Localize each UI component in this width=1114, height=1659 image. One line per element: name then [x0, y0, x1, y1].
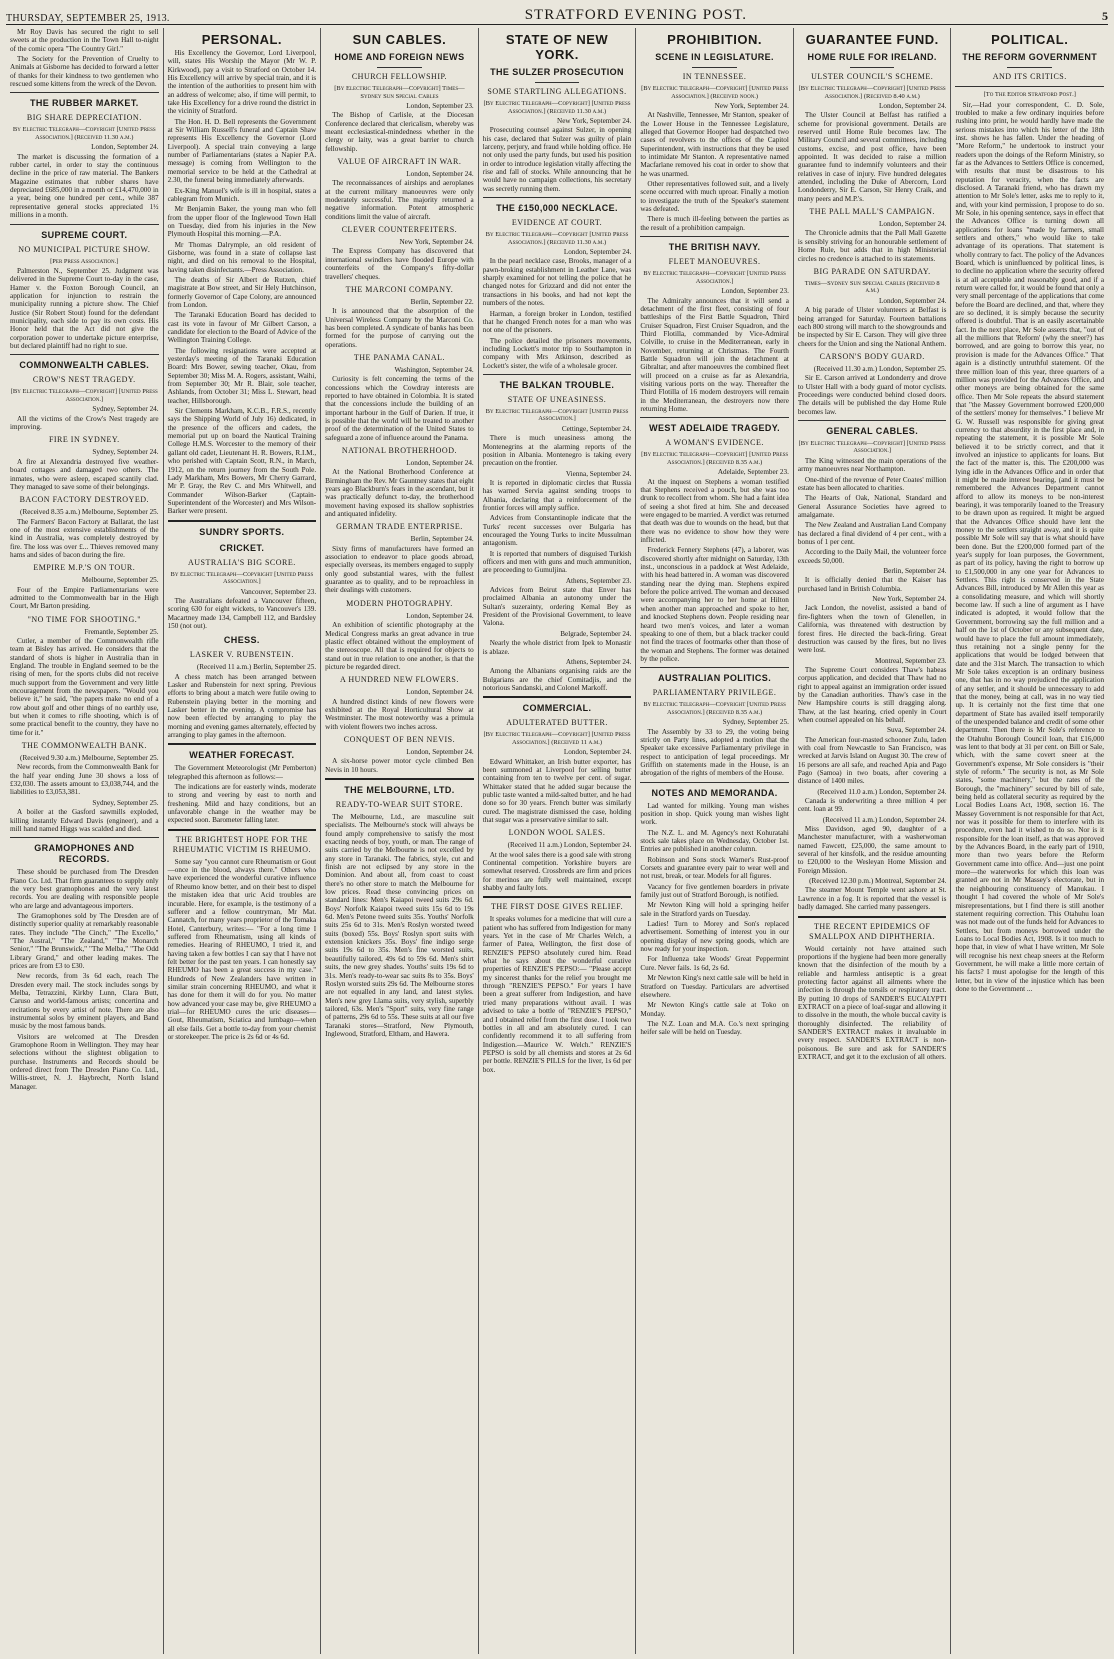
article-paragraph: The American four-masted schooner Zulu, laden with coal from Newcastle to San Francisco, was wrecked at Jarvis Island on August 30. The crew of 16 persons are all safe, and reached Apia and Pago Pago (Samoa) in two boats, after covering a distance of 1400 miles.	[797, 735, 947, 786]
dateline: (Received 11.30 a.m.) London, September 25.	[813, 364, 947, 373]
column-rule	[168, 829, 317, 831]
column-5	[636, 28, 794, 1654]
column-rule	[10, 92, 159, 93]
dateline: (Received 11.0 a.m.) London, September 24.	[817, 787, 947, 796]
article-subheading: CARSON'S BODY GUARD.	[819, 351, 925, 361]
column-7	[951, 28, 1108, 1654]
article-heading: THE BRITISH NAVY.	[668, 242, 761, 253]
article-subheading: EMPIRE M.P.'S ON TOUR.	[33, 563, 136, 573]
column-rule	[640, 236, 789, 237]
article-subheading: CROW'S NEST TRAGEDY.	[32, 375, 136, 385]
article-subheading: SOME STARTLING ALLEGATIONS.	[487, 87, 627, 96]
column-rule	[10, 224, 159, 225]
wire-credit: [By Electric Telegraph—Copyright] [United Press Association.] (Received 11.30 a.m.)	[483, 100, 631, 115]
column-rule	[798, 916, 947, 918]
dateline: New York, September 24.	[872, 595, 947, 604]
dateline: Berlin, September 24.	[883, 567, 947, 576]
dateline: Washington, September 24.	[394, 365, 474, 374]
article-subheading: A WOMAN'S EVIDENCE.	[665, 438, 764, 448]
dateline: Athens, September 23.	[565, 576, 632, 585]
column-rule	[168, 520, 317, 522]
article-paragraph: At the wool sales there is a good sale with strong Continental competition. Yorkshire buyers are somewhat reserved. Crossbreds are firm and prices for merinos are fully well maintained, except shabby and faulty lots.	[482, 850, 632, 893]
article-subheading: THE RECENT EPIDEMICS OF SMALLPOX AND DIPHTHERIA.	[809, 921, 936, 941]
article-paragraph: New records, from 3s 6d each, reach The Dresden every mail. The stock includes songs by Melba, Tetrazzini, Kirkby Lunn, Clara Butt, Caruso and world-famous artists; concertina and recitations by every artist of note. There are also instrumental solos by eminent players, and Band music by the most famous bands.	[10, 972, 159, 1031]
article-paragraph: The Melbourne, Ltd., are masculine suit specialists. The Melbourne's stock will always be found amply comprehensive to satisfy the most exacting needs of boy, youth, or man. The range of suits carried by the Melbourne is not excelled by any store in Taranaki. The fabrics, style, cut and finish are not eclipsed by any store in the Dominion. And about all, from coast to coast there's no other store to match the Melbourne for low prices. Read these convincing prices on standard lines: Men's Kaiapoi tweed suits 29s 6d. Boys' Norfolk Kaiapoi tweed suits 15s 6d to 19s 6d. Men's Petone tweed suits 35s. Youths' Norfolk suits 25s 6d to 31s. Men's Roslyn worsted tweed suits (boxed) 55s. Boys' Roslyn sport suits with extension knickers 35s. Boys' fine indigo serge suits 19s 6d to 35s. Men's fine worsted suits, beautifully tailored, 49s 6d to 59s 6d. Men's shirt suits, the new grey shades. Youths' suits 19s 6d to 31s. Men's ready-to-wear sac suits 8s to 35s. Boys' Roslyn worsted suits 29s 6d. The Melbourne stores are not equalled in any land, and latest styles. Men's new grey Llama suits, very stylish, superbly tailored, 63s. Men's "Sport" suits, very fine range of patterns, 29s 6d to 55s. These suits at all our five Taranaki stores—Stratford, New Plymouth, Inglewood, Stratford, Eltham, and Hawera.	[325, 812, 474, 1038]
issue-date: THURSDAY, SEPTEMBER 25, 1913.	[6, 13, 170, 24]
article-paragraph: Palmerston N., September 25. Judgment was delivered in the Supreme Court to-day in the case, Hamer v. the Foxton Borough Council, an application for injunction to restrain the municipality running a picture show. The Chief Justice (Sir Robert Stout) found for the defendant municipality, each side to pay its own costs. His Honor held that the Act did not give the corporation power to undertake picture enterprise, but declared plaintiff had no right to sue.	[10, 267, 159, 351]
dateline: Suva, September 24.	[886, 726, 947, 735]
article-subheading: IN TENNESSEE.	[682, 72, 747, 81]
article-paragraph: Mr Newton King's cattle sale at Toko on Monday.	[640, 1001, 789, 1018]
dateline: London, September 24.	[406, 688, 474, 697]
article-heading: THE MELBOURNE, LTD.	[344, 784, 455, 795]
article-paragraph: A boiler at the Gasford sawmills exploded, killing instantly Edward Davis (engineer), and a mill hand named Higgs was scalded and died.	[10, 808, 159, 833]
column-rule	[640, 417, 789, 418]
dateline: Sydney, September 24.	[92, 405, 159, 414]
dateline: London, September 24.	[91, 143, 159, 152]
article-paragraph: Robinson and Sons stock Warner's Rust-proof Corsets and guarantee every pair to wear well and not rust, break, or tear. Models for all figures.	[640, 855, 789, 881]
section-heading: GUARANTEE FUND.	[805, 32, 939, 47]
article-subheading: AND ITS CRITICS.	[992, 72, 1067, 81]
article-paragraph: Mr Benjamin Baker, the young man who fell from the upper floor of the Inglewood Town Hall on Tuesday, died from his injuries in the New Plymouth Hospital this morning.—P.A.	[167, 205, 317, 239]
article-paragraph: Four of the Empire Parliamentarians were admitted to the Commonwealth bar in the High Court, Mr Barton presiding.	[10, 585, 159, 611]
article-heading: CHESS.	[223, 635, 260, 646]
article-paragraph: The Ulster Council at Belfast has ratified a scheme for provisional government. Details are reserved until Home Rule becomes law. The Military Council and several committees, including customs, excise, and post office, have been appointed. It was decided to raise a million guarantee fund to indemnify volunteers and their relatives in case of injury. Five hundred delegates attended, including the Duke of Abercorn, Lord Londonderry, Sir E. Carson, Sir Henry Craik, and many peers and M.P.'s.	[797, 111, 947, 203]
article-paragraph: Visitors are welcomed at The Dresden Gramophone Room in Wellington. They may hear selections without the slightest obligation to purchase. Instruments and Records should be ordered direct from The Dresden Piano Co. Ltd., Willis-street, N. J. Haybrecht, North Island Manager.	[10, 1032, 159, 1091]
article-paragraph: Sixty firms of manufacturers have formed an association to endeavor to place goods abroad, especially overseas, its members engaged to supply only good substantial wares, with the fullest guarantee as to quality, and to be reproachless in their dealings with customers.	[325, 544, 474, 595]
article-paragraph: The indications are for easterly winds, moderate to strong and veering by east to north and freshening. Mild and hazy conditions, but an unfavorable change in the weather may be expected soon. Barometer falling later.	[167, 783, 317, 825]
article-paragraph: It is reported that numbers of disguised Turkish officers and men with guns and much ammunition, are proceeding to Gumuljina.	[482, 549, 632, 575]
article-subheading: NO MUNICIPAL PICTURE SHOW.	[18, 244, 151, 254]
dateline: London, September 24.	[878, 102, 947, 110]
article-subheading: MODERN PHOTOGRAPHY.	[346, 598, 453, 608]
article-paragraph: Some say "you cannot cure Rheumatism or Gout—once in the blood, always there." Others who have experienced the wonderful curative influence of Rheumo know better, and on their best to dispel the mistaken idea that uric Acid troubles are incurable. Here, for example, is the testimony of a sufferer and a fellow countryman, Mr Mat. Cannatch, for many years proprietor of the Tomaka Hotel, Canterbury, writes:— "For a long time I suffered from Rheumatism, using all kinds of remedies. Hearing of RHEUMO, I tried it, and having taken a few bottles I can say that I have not felt better for the past ten years. I can honestly say RHEUMO has been a great success in my case." Hundreds of New Zealanders have written in similar strain concerning RHEUMO, and what it has done for them it will do for you. No matter how advanced your case may be, give RHEUMO a trial—for RHEUMO cures the uric diseases—Gout, Rheumatism, Sciatica and lumbago—when all else fails. Get a bottle to-day from your chemist or storekeeper. The price is 2s 6d or 4s 6d.	[167, 857, 317, 1041]
article-subheading: LONDON WOOL SALES.	[508, 828, 606, 838]
article-subheading: STATE OF UNEASINESS.	[507, 394, 607, 404]
dateline: Cettinge, September 24.	[561, 424, 632, 433]
article-paragraph: Sir Clements Markham, K.C.B., F.R.S., recently says the Shipping World of July 16) dedicated, in the presence of the officers and cadets, the memorial put up on board the Nautical Training College H.M.S. Worcester to the memory of their gallant old cadet, Lieutenant H. R. Bowers, R.I.M., who perished with Captain Scott, R.N., in March, 1912, on the return journey from the South Pole. Lady Markham, Mrs Bowers, Mr Cherry Garrard, Mr P. Gray, the Rev C. and Mrs Whitwell, and Commander Wilson-Barker (Captain-Superintendent of the Worcester) and Mrs Wilson-Barker were present.	[167, 407, 317, 516]
dateline: Sydney, September 24.	[92, 448, 159, 457]
article-paragraph: All the victims of the Crow's Nest tragedy are improving.	[10, 414, 159, 432]
wire-credit: [By Electric Telegraph—Copyright] [United Press Association.]	[10, 388, 158, 403]
article-paragraph: At the National Brotherhood Conference at Birmingham the Rev. Mr Gauntney states that eight years ago Blackburn's fears in the ascendant, but it was practically defunct to-day, the brotherhood movement having exposed its shallow sophistries and antiquated infidelity.	[325, 468, 474, 519]
dateline: Vienna, September 24.	[565, 469, 632, 478]
article-heading: THE £150,000 NECKLACE.	[496, 203, 618, 214]
column-rule	[535, 82, 580, 83]
section-heading: SUN CABLES.	[352, 32, 447, 47]
article-paragraph: Advices from Beirut state that Enver has proclaimed Albania an autonomy under the Sultan's suzerainty, ordering Kemal Bey as President of the Provisional Government, to leave Valona.	[482, 586, 632, 628]
dateline: London, September 23.	[721, 287, 789, 296]
column-1	[6, 28, 164, 1654]
article-paragraph: The police detailed the prisoners movements, including Lockett's motor trip to Southampton in company with Mrs Atkinson, described as Lockett's sister, the wife of a wholesale grocer.	[482, 336, 632, 370]
article-paragraph: His Excellency the Governor, Lord Liverpool, will, states His Worship the Mayor (Mr W. P. Kirkwood), pay a visit to Stratford on October 14. His Excellency will arrive by special train, and it is the intention of the authorities to present him with an address of welcome; also, if time will permit, to take His Excellency for a drive round the district in the vicinity of Stratford.	[167, 49, 317, 116]
dateline: Montreal, September 23.	[875, 656, 947, 665]
dateline: London, September 23.	[406, 102, 474, 110]
wire-credit: By Electric Telegraph—Copyright [United Press Association.]	[170, 570, 314, 586]
article-paragraph: Prosecuting counsel against Sulzer, in opening his case, declared that Sulzer was guilty of plain larceny, perjury, and fraud while holding office. He not only used the party funds, but used his position in order to introduce legislation vitally affecting the rise and fall of stocks. While announcing that he would have no campaign collections, his secretary was secretly running them.	[482, 126, 632, 193]
page-number: 5	[1102, 9, 1108, 23]
column-rule	[10, 837, 159, 838]
column-rule	[377, 67, 422, 68]
article-paragraph: According to the Daily Mail, the volunteer force exceeds 50,000.	[797, 548, 947, 565]
article-subheading: CLEVER COUNTERFEITERS.	[341, 225, 458, 235]
article-heading: SCENE IN LEGISLATURE.	[655, 52, 774, 62]
dateline: Berlin, September 24.	[410, 535, 474, 544]
article-paragraph: Would certainly not have attained such proportions if the hygiene had been more generally known that the disinfection of the mouth by a reliable and harmless antiseptic is a great protecting factor against all ailments where the infection is through the tonsils or respiratory tract. By putting 10 drops of SANDER'S EUCALYPTI EXTRACT on a piece of loaf-sugar and allowing it to dissolve in the mouth, the whole buccal cavity is thoroughly disinfected. The reliability of SANDER'S EXTRACT makes it invaluable in every respect. SANDER'S EXTRACT is non-poisonous. Be sure and ask for SANDER'S EXTRACT, and get it to the exclusion of all others.	[797, 944, 947, 1061]
dateline: Athens, September 24.	[565, 657, 632, 666]
article-subheading: CHURCH FELLOWSHIP.	[351, 72, 448, 81]
article-paragraph: For Influenza take Woods' Great Peppermint Cure. Never fails. 1s 6d, 2s 6d.	[640, 955, 789, 972]
article-paragraph: At Nashville, Tennessee, Mr Stanton, speaker of the Lower House in the Tennessee Legislature, alleged that Governor Hooper had despatched two cases of revolvers to the offices of the Capitol Superintendent, with instructions that they be used to intimidate Mr Stanton. A representative named Macfarlane removed his coat in order to show that he was unarmed.	[640, 111, 789, 178]
dateline: Sydney, September 25.	[722, 718, 789, 727]
article-heading: WEATHER FORECAST.	[189, 750, 295, 761]
article-paragraph: Mr Roy Davis has secured the right to sell sweets at the production in the Town Hall to-night of the comic opera "The Country Girl."	[10, 28, 159, 53]
wire-credit: [By Electric Telegraph—Copyright] [United Press Association.] (Received 8.40 a.m.)	[798, 85, 946, 100]
article-paragraph: The Hearts of Oak, National, Standard and General Assurance Societies have agreed to amalgamate.	[797, 494, 947, 520]
article-paragraph: These should be purchased from The Dresden Piano Co. Ltd. That firm guarantees to supply only the very best gramophones and the very latest records. You are dealing with responsible people who are large and advantageous importers.	[10, 868, 159, 910]
article-subheading: PARLIAMENTARY PRIVILEGE.	[652, 688, 777, 698]
article-heading: THE BALKAN TROUBLE.	[499, 379, 615, 390]
article-paragraph: It is reported in diplomatic circles that Russia has warned Servia against sending troops to Albania, declaring that a reinforcement of the frontier forces will amply suffice.	[482, 478, 632, 512]
article-paragraph: A chess match has been arranged between Lasker and Rubenstein for next spring. Previous efforts to bring about a match were futile owing to Rubenstein playing better in the morning and Lasker better in the evening. A compromise has now been effected by arranging to play the morning and evening games alternately, effected by arranging to play games in the afternoon.	[167, 672, 317, 740]
article-paragraph: Vacancy for five gentlemen boarders in private family just out of Stratford Borough, is notified.	[640, 882, 789, 900]
wire-credit: By Electric Telegraph—Copyright [United Press Association.] (Received 11.30 a.m.)	[12, 126, 156, 141]
section-heading: PROHIBITION.	[667, 32, 763, 47]
newspaper-title: STRATFORD EVENING POST.	[524, 7, 748, 23]
article-subheading: THE BRIGHTEST HOPE FOR THE RHEUMATIC VICTIM IS RHEUMO.	[172, 834, 311, 854]
article-subheading: THE MARCONI COMPANY.	[345, 284, 454, 294]
article-paragraph: It speaks volumes for a medicine that will cure a patient who has suffered from Indigestion for many years. Yet in the case of Mr Charles Welch, a farmer of Patea, Wellington, the first dose of RENZIE'S PEPSO absolutely cured him. Read what he says about the wonderful curative properties of RENZIE'S PEPSO:— "Please accept my sincerest thanks for the relief you brought me through "RENZIE'S PEPSO." For years I have been a great sufferer from Indigestion, and have tried many preparations without avail. I was advised to take a bottle of "RENZIE'S PEPSO," and I obtained relief from the first dose. I took two bottles in all and am absolutely cured. I can confidently recommend it to all suffering from Indigestion.—Maurice W. Welch." RENZIE'S PEPSO is sold by all chemists and stores at 2s 6d per bottle. RENZIE'S PILLS for the liver, 1s 6d per box.	[482, 915, 632, 1074]
dateline: London, September 24.	[563, 248, 632, 257]
article-heading: AUSTRALIAN POLITICS.	[658, 673, 772, 684]
article-paragraph: The Australians defeated a Vancouver fifteen, scoring 630 for eight wickets, to Vancouver's 139. Macartney made 134, Campbell 112, and Bardsley 150 (not out).	[167, 596, 317, 630]
article-paragraph: The following resignations were accepted at yesterday's meeting of the Taranaki Education Board: Mrs Bower, sewing teacher, Okau, from September 30; Miss M. A. Rogers, assistant, Waihi, from September 30; Mr R. Blair, sole teacher, Ashlands, from October 31; Miss L. Stewart, head teacher, Hillsborough.	[167, 346, 317, 405]
article-paragraph: A fire at Alexandria destroyed five weather-board cottages and damaged two others. The inmates, who were asleep, escaped scantily clad. They managed to save some of their belongings.	[10, 457, 159, 491]
column-rule	[483, 896, 632, 898]
article-paragraph: Mr Newton King's next cattle sale will be held in Stratford on Tuesday. Particulars are advertised elsewhere.	[640, 974, 789, 999]
article-paragraph: Jack London, the novelist, assisted a band of fire-fighters when the town of Glenellen, in California, was threatened with destruction by forest fires. He directed the back-firing. Great destruction was caused by the fires, but no lives were lost.	[797, 604, 947, 655]
article-paragraph: Advices from Constantinople indicate that the Turks' recent successes over Bulgaria has encouraged the Young Turks to incite Mussulman antagonism.	[482, 514, 632, 548]
wire-credit: By Electric Telegraph—Copyright [United Press Association.] (Received 8.35 a.m.)	[643, 701, 786, 716]
wire-credit: [To The Editor Stratford Post.]	[983, 91, 1076, 98]
column-rule	[483, 374, 632, 375]
dateline: London, September 24.	[406, 170, 474, 179]
article-subheading: BIG PARADE ON SATURDAY.	[813, 266, 931, 276]
article-paragraph: The N.Z. Loan and M.A. Co.'s next springing heifer sale will be held on Tuesday.	[640, 1019, 789, 1037]
article-subheading: AUSTRALIA'S BIG SCORE.	[187, 557, 296, 567]
article-paragraph: The Government Meteorologist (Mr Pemberton) telegraphed this afternoon as follows:—	[167, 764, 317, 781]
column-rule	[325, 778, 474, 780]
article-heading: CRICKET.	[219, 542, 265, 553]
wire-credit: [By Electric Telegraph—Copyright] [United Press Association.] (Received 8.35 a.m.)	[641, 451, 789, 466]
dateline: Melbourne, September 25.	[81, 576, 159, 585]
article-paragraph: The Farmers' Bacon Factory at Ballarat, the last one of the most extensive establishments of the kind in Australia, was completely destroyed by fire. The loss was over £... Thieves removed many hams and sides of bacon during the fire.	[10, 517, 159, 559]
article-paragraph: Edward Whittaker, an Irish butter exporter, has been summoned at Liverpool for selling butter containing from ten to twelve per cent. of sugar. Whittaker stated that he added sugar because the public taste wanted a mild-salted butter, and he had done so for 30 years. French butter was similarly cured. The magistrate dismissed the case, holding that sugar was a preservative similar to salt.	[482, 757, 632, 824]
article-paragraph: Ex-King Manuel's wife is ill in hospital, states a cablegram from Munich.	[167, 186, 317, 203]
article-paragraph: The Supreme Court considers Thaw's habeas corpus application, and decided that Thaw had no right to appeal against an immigration order issued by the Canadian authorities. Thaw's case in the New Hampshire courts is still dragging along. Thaw, at the last hearing, cried openly in Court when counsel appealed on his behalf.	[797, 665, 947, 724]
article-subheading: LASKER V. RUBENSTEIN.	[189, 650, 294, 660]
article-heading: THE RUBBER MARKET.	[29, 98, 139, 109]
column-rule	[10, 354, 159, 355]
article-paragraph: Mr Thomas Dalrymple, an old resident of Gisborne, was found in a state of collapse last night, and died on his removal to the Hospital, having taken disinfectants.—Press Association.	[167, 240, 317, 274]
column-rule	[640, 667, 789, 668]
dateline: Belgrade, September 24.	[560, 629, 632, 638]
article-heading: SUPREME COURT.	[41, 229, 128, 240]
column-6	[794, 28, 952, 1654]
section-heading: STATE OF NEW YORK.	[505, 32, 609, 62]
article-paragraph: The Society for the Prevention of Cruelty to Animals at Gisborne has decided to forward a letter of thanks for their kindness to two gentlemen who rescued some kittens from the wreck of the Devon.	[10, 55, 159, 89]
column-2	[164, 28, 322, 1654]
dateline: London, September 24.	[878, 296, 947, 305]
dateline: (Received 8.35 a.m.) Melbourne, September 25.	[20, 508, 159, 517]
column-rule	[483, 696, 632, 698]
article-heading: THE REFORM GOVERNMENT	[962, 52, 1098, 62]
article-paragraph: A six-horse power motor cycle climbed Ben Nevis in 10 hours.	[325, 757, 474, 774]
dateline: Sydney, September 25.	[92, 798, 159, 807]
article-paragraph: The Hon. H. D. Bell represents the Government at Sir William Russell's funeral and Captain Shaw represents His Excellency the Governor (Lord Liverpool). A special train conveying a large number of Parliamentarians (states a Napier P.A. message) is coming from Wellington to the memorial service to be held at the Cathedral at 2.30, the funeral being immediately afterwards.	[167, 117, 317, 185]
article-paragraph: A big parade of Ulster volunteers at Belfast is being arranged for Saturday. Fourteen battalions each 800 strong will march to the showgrounds and be inspected by Sir E. Carson. They will give three cheers for the Union and sing the National Anthem.	[797, 306, 947, 348]
article-paragraph: New records, from the Commonwealth Bank for the half year ending June 30 shows a loss of £32,030. The assets amount to £3,038,744, and the liabilities to £3,053,381.	[10, 763, 159, 797]
article-paragraph: The N.Z. L. and M. Agency's next Kohuratahi stock sale takes place on Wednesday, October 1st. Entries are published in another column.	[640, 828, 789, 854]
article-subheading: THE PALL MALL'S CAMPAIGN.	[809, 207, 935, 217]
article-subheading: CONQUEST OF BEN NEVIS.	[343, 734, 456, 744]
article-paragraph: The Express Company has discovered that international swindlers have flooded Europe with counterfeits of the Company's fifty-dollar travellers' cheques.	[325, 247, 474, 281]
article-paragraph: Canada is underwriting a three million 4 per cent. loan at 99.	[797, 797, 947, 814]
article-paragraph: A hundred distinct kinds of new flowers were exhibited at the Royal Horticultural Show at Westminster. The most noteworthy was a primula with violent flowers two inches across.	[325, 697, 474, 731]
article-paragraph: Among the Albanians organising raids are the Bulgarians are the chief Comitadjis, and the notorious Sandanski, and Colonel Markoff.	[482, 667, 632, 692]
article-subheading: FIRE IN SYDNEY.	[48, 435, 120, 445]
dateline: (Received 9.30 a.m.) Melbourne, September 25.	[20, 754, 159, 763]
article-paragraph: The King witnessed the main operations of the army manoeuvres near Northampton.	[797, 456, 947, 474]
article-paragraph: Ladies! Turn to Morey and Son's replaced advertisement. Something of interest you in our opening display of new spring goods, which are now ready for your inspection.	[640, 920, 789, 954]
wire-credit: By Electric Telegraph—Copyright [United Press Association.]	[485, 407, 629, 423]
dateline: New York, September 24.	[399, 238, 474, 247]
article-subheading: ADULTERATED BUTTER.	[506, 718, 608, 728]
article-subheading: THE PANAMA CANAL.	[353, 352, 445, 362]
article-paragraph: The Assembly by 33 to 29, the voting being strictly on Party lines, adopted a motion that the Speaker take excessive Parliamentary privilege in respect to anticipation of legal proceedings. Mr Griffith on statements made in the House, is an abrogation of the rights of members of the House.	[640, 727, 789, 778]
dateline: Berlin, September 22.	[410, 297, 474, 306]
article-paragraph: The deaths of Sir Albert de Rutzen, chief magistrate at Bow street, and Sir Hely Hutchinson, formerly Governor of Cape Colony, are announced from London.	[167, 275, 317, 309]
dateline: New York, September 24.	[714, 102, 789, 110]
article-paragraph: The steamer Mount Temple went ashore at St. Lawrence in a fog. It is reported that the vessel is badly damaged. She carried many passengers.	[797, 886, 947, 912]
article-paragraph: The reconnaissances of airships and aeroplanes at the current military manoeuvres were only moderately successful. The majority returned a negative information. Potent atmospheric conditions limit the value of aircraft.	[325, 179, 474, 221]
article-subheading: GERMAN TRADE ENTERPRISE.	[336, 522, 463, 532]
article-paragraph: The Gramophones sold by The Dresden are of distinctly superior quality at remarkably reasonable rates. They include "The Cinch," "The Excello," "The Austral," "The Zealand," "The Monarch Senior," "The Brunswick," "The Melba," "The Odd Library Grand," and other leading makes. The prices are from £3 to £30.	[10, 911, 159, 970]
column-3	[321, 28, 479, 1654]
article-paragraph: Lad wanted for milking. Young man wishes position in shop. Quick young man wishes light work.	[640, 801, 789, 827]
dateline: (Received 12.30 p.m.) Montreal, September 24.	[809, 877, 947, 886]
article-subheading: VALUE OF AIRCRAFT IN WAR.	[337, 157, 462, 167]
article-paragraph: The New Zealand and Australian Land Company has declared a final dividend of 4 per cent., with a bonus of 1 per cent.	[797, 521, 947, 547]
column-rule	[850, 67, 895, 68]
wire-credit: [By Electric Telegraph—Copyright] [United Press Association.] (Received 11 a.m.)	[483, 731, 631, 746]
article-subheading: ULSTER COUNCIL'S SCHEME.	[811, 72, 934, 81]
column-rule	[168, 743, 317, 745]
article-paragraph: In the pearl necklace case, Brooks, manager of a pawn-broking establishment in Leather Lane, was sharply examined for not telling the police that he changed notes for Grizzard and did not enter the transactions in his books, and had not kept the numbers of the notes.	[482, 257, 632, 308]
dateline: New York, September 24.	[557, 117, 632, 125]
article-paragraph: There is much uneasiness among the Montenegrins at the alarming reports of the position in Albania. Montenegro is taking every precaution on the frontier.	[482, 434, 632, 468]
article-paragraph: Harman, a foreign broker in London, testified that he changed French notes for a man who was not one of the prisoners.	[482, 309, 632, 335]
column-rule	[640, 782, 789, 783]
article-subheading: THE COMMONWEALTH BANK.	[21, 741, 147, 751]
column-rule	[483, 197, 632, 198]
article-subheading: FLEET MANOEUVRES.	[668, 257, 761, 267]
dateline: (Received 11 a.m.) London, September 24.	[507, 841, 632, 850]
article-heading: COMMERCIAL.	[522, 703, 592, 714]
dateline: Vancouver, September 23.	[240, 587, 317, 596]
wire-credit: [Per Press Association.]	[50, 257, 119, 265]
wire-credit: Times—Sydney Sun Special Cables (Received 8 a.m.)	[804, 279, 940, 295]
article-paragraph: Miss Davidson, aged 90, daughter of a Manchester manufacturer, with a washerwoman named Fawcett, £25,000, the same amount to several of her kinsfolk, and the residue amounting to £20,000 to the Wesleyan Home Mission and Foreign Mission.	[797, 825, 947, 875]
dateline: Adelaide, September 23.	[717, 468, 789, 477]
section-heading: POLITICAL.	[991, 32, 1069, 47]
article-paragraph: Sir,—Had your correspondent, C. D. Sole, troubled to make a few ordinary inquiries before rushing into print, he would hardly have made the serious mistakes into which his letter of the 18th inst. shows he has fallen. Under the heading of "More Reform," he undertook to instruct your readers upon the doings of the Reform Ministry, so far as the Advances to Settlers Office is concerned, with results that must be disastrous to his reputation for veracity, when the facts are disclosed. A Taranaki friend, who has drawn my attention to Mr Sole's letter, asks me to reply to it, and, with your kind permission, I propose to do so. Mr Sole, in his opening sentence, says in effect that the Advances Office is turning down all applications for loans "made by farmers, small settlers and others," who would like to take advantage of its operations. That statement is wholly contrary to fact. The policy of the Advances Board, which is uninfluenced by political lines, is to decline no application where the security offered is at all acceptable and reasonably good, and if a return were called for, it would be found that only a very small percentage of the applications that come before the Board are declined, and that, where they are so declined, it is simply because the security offered is doubtful. That is an easily ascertainable fact. In the next place, Mr Sole asserts that, "out of all the millions that 'Reform' (why the sneer?) has borrowed, and are going to borrow this year, no provision is made for the Advances Office." That again is a distinctly untruthful statement. Of the three million loan of this year, three quarters of a million was provided for the Advances Office, and other moneys are being obtained for the same office. Then Mr Sole repeats the absurd statement that "the Massey Government borrowed £200,000 of the settlers' money for themselves." I believe Mr G. W. Russell was responsible for giving great currency to that absurdity in the first place and, in repeating the statement, it is possible Mr Sole believed it to be strictly correct, and that it involved an injustice to applicants for loans. But the fact of the matter is, this. The £200,000 was lying idle in the Advances Office and in order that it might be made interest bearing, (and it must be remembered the Advances Department cannot afford to allow its moneys to be non-interest bearing), it was temporarily loaned to the Treasury to be drawn upon as required. It might be argued that the Advances Office should have lent the money to the settlers straight away, and it is quite possible Mr Sole will say that is what should have been done. But the £200,000 formed part of the year's supply for loan purposes, the Government, as part of its policy, having the right to borrow up to £1,500,000 in any one year for Advances to Settlers. This right is conserved in the State Advances Bill, introduced by Mr Allen this year as a consolidating measure, and which will shortly become law. If such a line of argument as I have indicated is adopted, it would follow that the Government, borrowing say the full million and a half on the 1st of October or any subsequent date, would have to place the full amount immediately, thus retaining not a single penny for the applications that would be lodged between that date and the 31st March. The transaction to which Mr Sole takes exception is an ordinary business one, that has in no way prejudiced the application of any settler, and it should be unnecessary to add that the money, being at call, was in no way tied up. It is certainly not the first time that one department of State has availed itself temporarily of the unexpended balance and credit of some other department. Then there is Mr Sole's reference to the Otahuhu Borough Council loan, that £16,000 was lent to that body at 31 per cent. on Bill or Sale, which, with the same covert sneer at the Government's expense, Mr Sole considers is "their style of reform." The security is not, as Mr Sole states, "some machinery," but the rates of the Borough, the "machinery" secured by bill of sale, being held as collateral security as required by the Local Bodies Loans Act, 1908, section 16. The Massey Government is not responsible for that Act, nor was it possible for them to interfere with its procedure, even had it wished to do so. Nor is it responsible for the loan itself, as that was approved by the Advances Board, in the early part of 1910, more than two years before the Reform Government came into office. And—just one point more—the waterworks for which this loan was granted are not in Mr Massey's electorate, but in the neighbouring constituency of Manukau. I thought I had covered the whole of Mr Sole's misrepresentations, but I find there is still another statement requiring correction. This Otahuhu loan was not made out of the funds held for Advances to Settlers, but from moneys borrowed under the Loans to Local Bodies Act, 1908. Is it too much to hope that, in view of what I have written, Mr Sole will recognise his next cheap sneers at the Reform Government, he will make a little more certain of his facts? I must apologise for the length of this letter, but in view of the injustice which has been done to the Government ...	[955, 100, 1105, 993]
article-heading: NOTES AND MEMORANDA.	[651, 787, 778, 798]
article-paragraph: There is much ill-feeling between the parties as the result of a prohibition campaign.	[640, 215, 789, 232]
article-subheading: NATIONAL BROTHERHOOD.	[341, 446, 457, 455]
article-heading: THE SULZER PROSECUTION	[490, 67, 624, 77]
article-subheading: READY-TO-WEAR SUIT STORE.	[335, 799, 464, 809]
article-paragraph: The Bishop of Carlisle, at the Diocesan Conference declared that clericalism, whereby was meant ecclesiastical-mindedness whether in the clergy or laity, was a great barrier to church fellowship.	[325, 111, 474, 153]
masthead	[6, 4, 1108, 25]
dateline: London, September 24.	[406, 611, 474, 620]
article-paragraph: It is officially denied that the Kaiser has purchased land in British Columbia.	[797, 576, 947, 593]
article-paragraph: An exhibition of scientific photography at the Medical Congress marks an great advance in true plastic effect obtained without the employment of the stereoscope. All that is required for objects to stand out in true relation to one another, is that the picture be regarded direct.	[325, 621, 474, 671]
article-heading: SUNDRY SPORTS.	[199, 526, 285, 537]
column-4	[479, 28, 637, 1654]
article-heading: WEST ADELAIDE TRAGEDY.	[649, 423, 781, 434]
wire-credit: [By Electric Telegraph—Copyright] Times—Sydney Sun Special Cables	[334, 85, 465, 100]
article-paragraph: Curiosity is felt concerning the terms of the concessions which the Cowdray interests are reported to have obtained in Colombia. It is stated that the concessions include the building of an important harbour in the Gulf of Darien. If true, it is possible that the world will be treated to another proof of the determination of the United States to safeguard a zone of influence around the Panama.	[325, 375, 474, 442]
article-paragraph: One-third of the revenue of Peter Coates' million estate has been allocated to charities.	[797, 475, 947, 492]
article-paragraph: Other representatives followed suit, and a lively scene occurred with much uproar. Finally a motion to investigate the truth of the Speaker's statement was defeated.	[640, 180, 789, 214]
article-heading: COMMONWEALTH CABLES.	[19, 360, 150, 371]
columns	[6, 28, 1108, 1654]
article-subheading: A HUNDRED NEW FLOWERS.	[340, 675, 459, 685]
article-paragraph: Sir E. Carson arrived at Londonderry and drove to Ulster Hall with a body guard of motor cyclists. Proceedings were conducted behind closed doors. The details will be published the day Home Rule becomes law.	[797, 374, 947, 416]
article-paragraph: Nearly the whole district from Ipek to Monastir is ablaze.	[482, 639, 632, 656]
column-rule	[692, 67, 737, 68]
dateline: London, September 24.	[563, 748, 632, 757]
dateline: (Received 11 a.m.) Berlin, September 25.	[196, 663, 317, 672]
dateline: London, September 24.	[406, 459, 474, 467]
wire-credit: By Electric Telegraph—Copyright [United Press Association.]	[643, 270, 786, 285]
column-rule	[1007, 67, 1052, 68]
wire-credit: By Electric Telegraph—Copyright [United Press Association.] (Received 11.30 a.m.)	[485, 231, 629, 246]
column-rule	[955, 86, 1104, 87]
article-paragraph: Cutler, a member of the Commonwealth rifle team at Bisley has arrived. He considers that the standard of shots is higher in Australia than in England. The trouble in England seemed to be the rising of men, for the sports clubs did not receive much support from the Government and very little encouragement from the newspapers. "Would you believe it," he said, "the papers make no end of a row about golf and other things of no earthly use, but when it comes to rifle shooting, which is of some practical benefit to the country, they have no time for it."	[10, 636, 159, 737]
article-subheading: BACON FACTORY DESTROYED.	[19, 495, 149, 505]
article-paragraph: The Chronicle admits that the Pall Mall Gazette is sensibly striving for an honourable settlement of Home Rule, but adds that in high Ministerial circles no credence is attached to its statements.	[797, 229, 947, 263]
column-rule	[798, 420, 947, 421]
article-paragraph: At the inquest on Stephens a woman testified that Stephens received a pouch, but she was too drunk to recollect from whom. She had a faint idea of seeing a shot fired at him. She and deceased were engaged to be married. A verdict was returned that death was due to wounds on the head, but that there was no evidence to show how they were inflicted.	[640, 477, 789, 545]
article-subheading: "NO TIME FOR SHOOTING."	[27, 614, 142, 624]
article-subheading: THE FIRST DOSE GIVES RELIEF.	[490, 902, 624, 912]
article-subheading: EVIDENCE AT COURT.	[511, 218, 603, 228]
article-heading: GENERAL CABLES.	[826, 425, 919, 436]
dateline: Fremantle, September 25.	[84, 627, 159, 636]
article-heading: HOME RULE FOR IRELAND.	[807, 52, 937, 62]
dateline: London, September 24.	[878, 220, 947, 229]
dateline: London, September 24.	[406, 747, 474, 756]
article-heading: HOME AND FOREIGN NEWS	[334, 52, 465, 62]
article-paragraph: The Admiralty announces that it will send a detachment of the first fleet, consisting of four battleships of the First Battle Squadron, Third Cruiser Squadron, First Cruiser Squadron, and the Third Flotilla, commanded by Vice-Admiral Colville, to cruise in the Mediterranean, early in November, returning at Christmas. The Fourth Battle Squadron will join the detachment at Gibraltar, and after manoeuvres the combined fleet will proceed on a cruise as far as Alexandria, visiting various ports on the way. Thereafter the Third Flotilla of 16 modern destroyers will remain in the Mediterranean, the destroyers now there returning Home.	[640, 296, 789, 413]
section-heading: PERSONAL.	[201, 32, 283, 47]
article-paragraph: The market is discussing the formation of a rubber cartel, in order to stay the continuous decline in the price of raw material. The Bankers Magazine estimates that rubber shares have depreciated £685,000 in a month or £14,470,000 in a year, being one hundred per cent., while 387 representative general stocks appreciated 1½ millions in a month.	[10, 152, 159, 220]
article-paragraph: It is announced that the absorption of the Universal Wireless Company by the Marconi Co. has been completed. A syndicate of banks has been formed for the purpose of carrying out the operations.	[325, 307, 474, 349]
article-paragraph: The Taranaki Education Board has decided to cast its vote in favour of Mr Gilbert Carson, a candidate for election to the Board of Advice of the Wellington Training College.	[167, 311, 317, 345]
dateline: (Received 11 a.m.) London, September 24.	[822, 815, 947, 824]
article-subheading: BIG SHARE DEPRECIATION.	[26, 113, 142, 123]
wire-credit: [By Electric Telegraph—Copyright] [United Press Association.] (Received noon.)	[641, 85, 789, 100]
article-paragraph: Mr Newton King will hold a springing heifer sale in the Stratford yards on Tuesday.	[640, 901, 789, 918]
article-heading: GRAMOPHONES AND RECORDS.	[34, 843, 135, 865]
wire-credit: [By Electric Telegraph—Copyright] [United Press Association.]	[798, 439, 946, 455]
article-paragraph: Frederick Fennery Stephens (47), a laborer, was discovered shortly after midnight on Saturday, 13th inst., unconscious in a paddock at West Adelaide, with his head battered in. A woman was discovered standing near the dying man. Stephens expired before the police arrived. The woman and deceased were accompanying her to her home at Hilton when another man approached and spoke to her, and knocked Stephens down. People residing near heard two men's voices, and later a woman speaking to one of them, but a black tracker could not find the traces of footmarks other than those of the woman and Stephens. The former was detained by the police.	[640, 546, 789, 663]
